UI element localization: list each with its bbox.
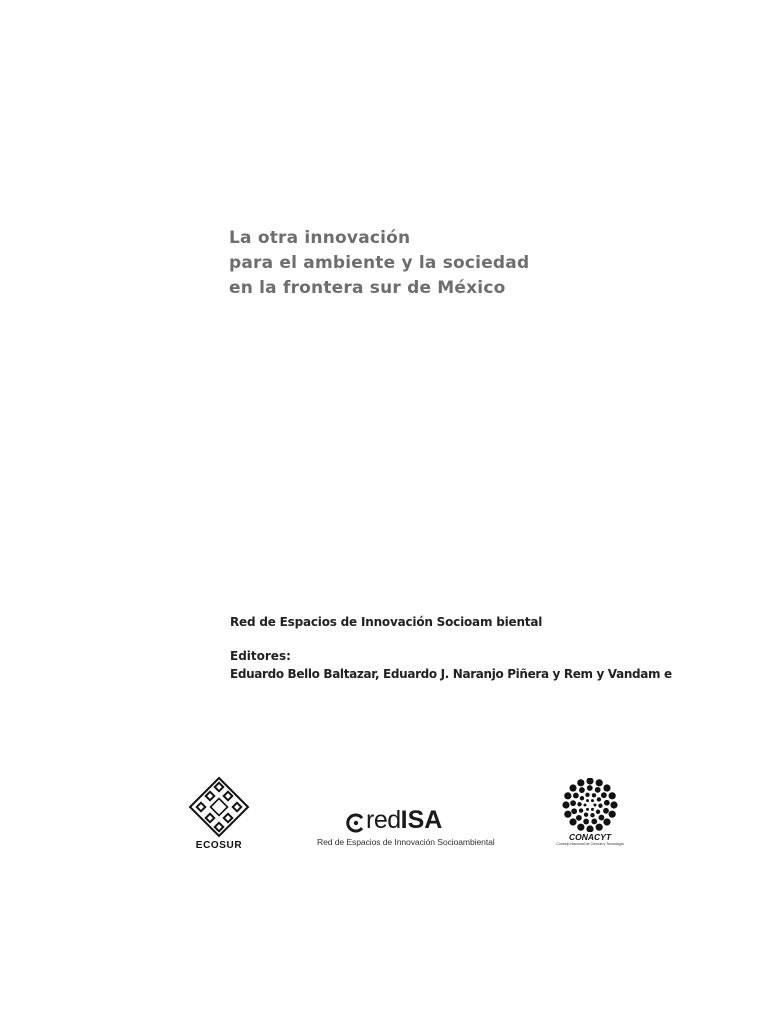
conacyt-dot bbox=[596, 779, 603, 786]
redisa-tagline: Red de Espacios de Innovación Socioambiental bbox=[317, 837, 495, 847]
conacyt-dot bbox=[591, 819, 597, 825]
conacyt-dot bbox=[591, 808, 594, 811]
redisa-wordmark bbox=[366, 805, 442, 835]
conacyt-dot bbox=[592, 793, 596, 797]
conacyt-dot bbox=[569, 784, 576, 791]
editors-label: Editores: bbox=[230, 649, 291, 663]
conacyt-dot bbox=[603, 784, 610, 791]
conacyt-logo bbox=[552, 778, 628, 848]
conacyt-dot bbox=[603, 818, 610, 825]
conacyt-dot bbox=[562, 801, 569, 808]
conacyt-dot bbox=[586, 808, 589, 811]
conacyt-dot bbox=[598, 804, 602, 808]
conacyt-dot bbox=[601, 792, 607, 798]
conacyt-dot bbox=[609, 811, 616, 818]
title-line-3: en la frontera sur de México bbox=[229, 278, 506, 298]
conacyt-subtitle: Consejo Nacional de Ciencia y Tecnología bbox=[556, 842, 624, 846]
network-name: Red de Espacios de Innovación Socioam biental bbox=[230, 615, 543, 629]
conacyt-dot bbox=[599, 815, 605, 821]
conacyt-dot bbox=[573, 793, 579, 799]
conacyt-dot bbox=[591, 799, 594, 802]
ecosur-diamond-icon bbox=[186, 776, 252, 838]
conacyt-wordmark: CONACYT bbox=[568, 832, 612, 842]
conacyt-dot bbox=[586, 825, 593, 832]
conacyt-dot bbox=[596, 824, 603, 831]
conacyt-dot bbox=[610, 801, 617, 808]
title-line-1: La otra innovación bbox=[229, 228, 411, 248]
conacyt-dot bbox=[577, 802, 581, 806]
conacyt-dot bbox=[564, 792, 571, 799]
conacyt-dot bbox=[590, 813, 594, 817]
conacyt-dot bbox=[583, 819, 589, 825]
conacyt-dot bbox=[577, 824, 584, 831]
conacyt-dot bbox=[609, 792, 616, 799]
conacyt-dot bbox=[579, 808, 583, 812]
ecosur-wordmark: ECOSUR bbox=[195, 840, 243, 851]
conacyt-dot bbox=[603, 808, 609, 814]
conacyt-dot bbox=[576, 815, 582, 821]
redisa-swirl-icon bbox=[346, 813, 366, 833]
conacyt-dot bbox=[587, 785, 593, 791]
conacyt-dot bbox=[586, 778, 593, 785]
redisa-isa-text: ISA bbox=[400, 806, 443, 834]
conacyt-dot bbox=[594, 804, 597, 807]
title-line-2: para el ambiente y la sociedad bbox=[229, 253, 530, 273]
editors-names: Eduardo Bello Baltazar, Eduardo J. Naranjo Piñera y Rem y Vandam e bbox=[230, 667, 672, 681]
conacyt-dot bbox=[564, 811, 571, 818]
conacyt-dot bbox=[570, 800, 576, 806]
conacyt-dot bbox=[577, 779, 584, 786]
conacyt-dot bbox=[596, 810, 600, 814]
conacyt-dot bbox=[586, 799, 589, 802]
book-title bbox=[229, 226, 529, 301]
conacyt-dot-spiral-icon bbox=[552, 778, 628, 832]
conacyt-dot bbox=[595, 787, 601, 793]
conacyt-dot bbox=[597, 797, 601, 801]
conacyt-dot bbox=[585, 793, 589, 797]
conacyt-dot bbox=[571, 808, 577, 814]
conacyt-dot bbox=[580, 796, 584, 800]
conacyt-dot bbox=[584, 813, 588, 817]
ecosur-logo bbox=[186, 776, 252, 856]
redisa-logo bbox=[316, 805, 494, 853]
redisa-red-text: red bbox=[366, 806, 401, 834]
conacyt-dot bbox=[604, 800, 610, 806]
conacyt-dot bbox=[579, 787, 585, 793]
conacyt-dot bbox=[569, 818, 576, 825]
conacyt-dot bbox=[584, 803, 587, 806]
